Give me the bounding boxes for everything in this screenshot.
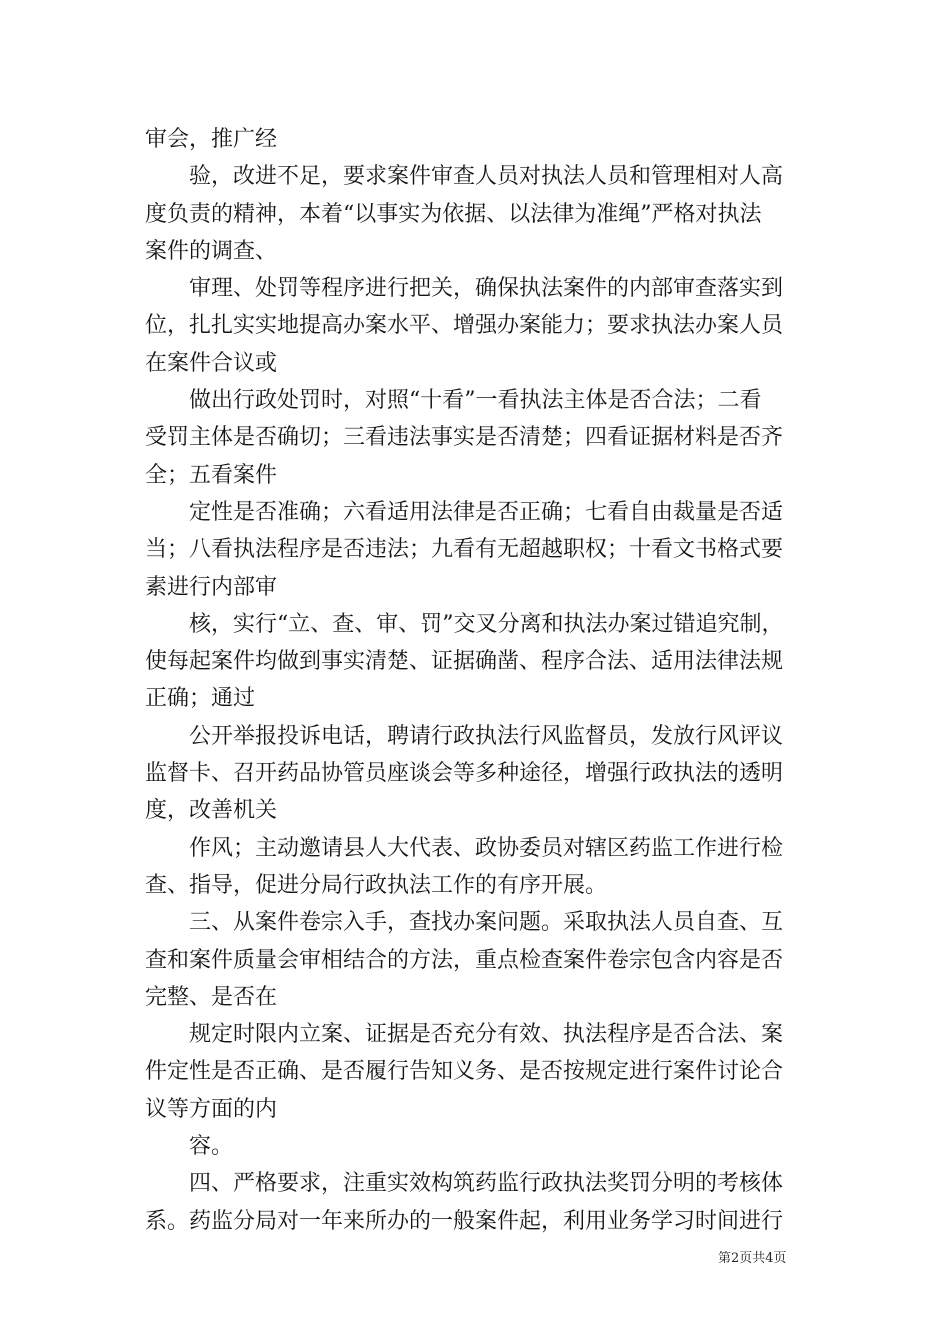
paragraph-2: 验，改进不足，要求案件审查人员对执法人员和管理相对人高 度负责的精神，本着“以事实为依据、以法律为准绳”严格对执法 案件的调查、	[145, 164, 784, 264]
paragraph-3: 审理、处罚等程序进行把关，确保执法案件的内部审查落实到 位，扎扎实实地提高办案水平、增强办案能力；要求执法办案人员 在案件合议或	[145, 276, 784, 376]
paragraph-1: 审会，推广经	[145, 127, 278, 152]
paragraph-12: 四、严格要求，注重实效构筑药监行政执法奖罚分明的考核体 系。药监分局对一年来所办的一般案件起，利用业务学习时间进行	[145, 1171, 784, 1234]
paragraph-8: 作风；主动邀请县人大代表、政协委员对辖区药监工作进行检 查、指导，促进分局行政执法工作的有序开展。	[145, 835, 784, 898]
paragraph-6: 核，实行“立、查、审、罚”交叉分离和执法办案过错追究制， 使每起案件均做到事实清楚、证据确凿、程序合法、适用法律法规 正确；通过	[145, 611, 784, 712]
page-number-footer: 第2页共4页	[718, 1251, 787, 1266]
paragraph-5: 定性是否准确；六看适用法律是否正确；七看自由裁量是否适 当；八看执法程序是否违法；九看有无超越职权；十看文书格式要 素进行内部审	[145, 499, 784, 600]
paragraph-4: 做出行政处罚时，对照“十看”一看执法主体是否合法；二看 受罚主体是否确切；三看违法事实是否清楚；四看证据材料是否齐 全；五看案件	[145, 388, 784, 488]
paragraph-9: 三、从案件卷宗入手，查找办案问题。采取执法人员自查、互 查和案件质量会审相结合的方法，重点检查案件卷宗包含内容是否 完整、是否在	[145, 910, 784, 1010]
paragraph-7: 公开举报投诉电话，聘请行政执法行风监督员，发放行风评议 监督卡、召开药品协管员座谈会等多种途径，增强行政执法的透明 度，改善机关	[145, 723, 784, 824]
paragraph-10: 规定时限内立案、证据是否充分有效、执法程序是否合法、案 件定性是否正确、是否履行告知义务、是否按规定进行案件讨论合 议等方面的内	[145, 1022, 784, 1122]
document-body	[145, 121, 810, 1240]
paragraph-11: 容。	[189, 1134, 234, 1160]
